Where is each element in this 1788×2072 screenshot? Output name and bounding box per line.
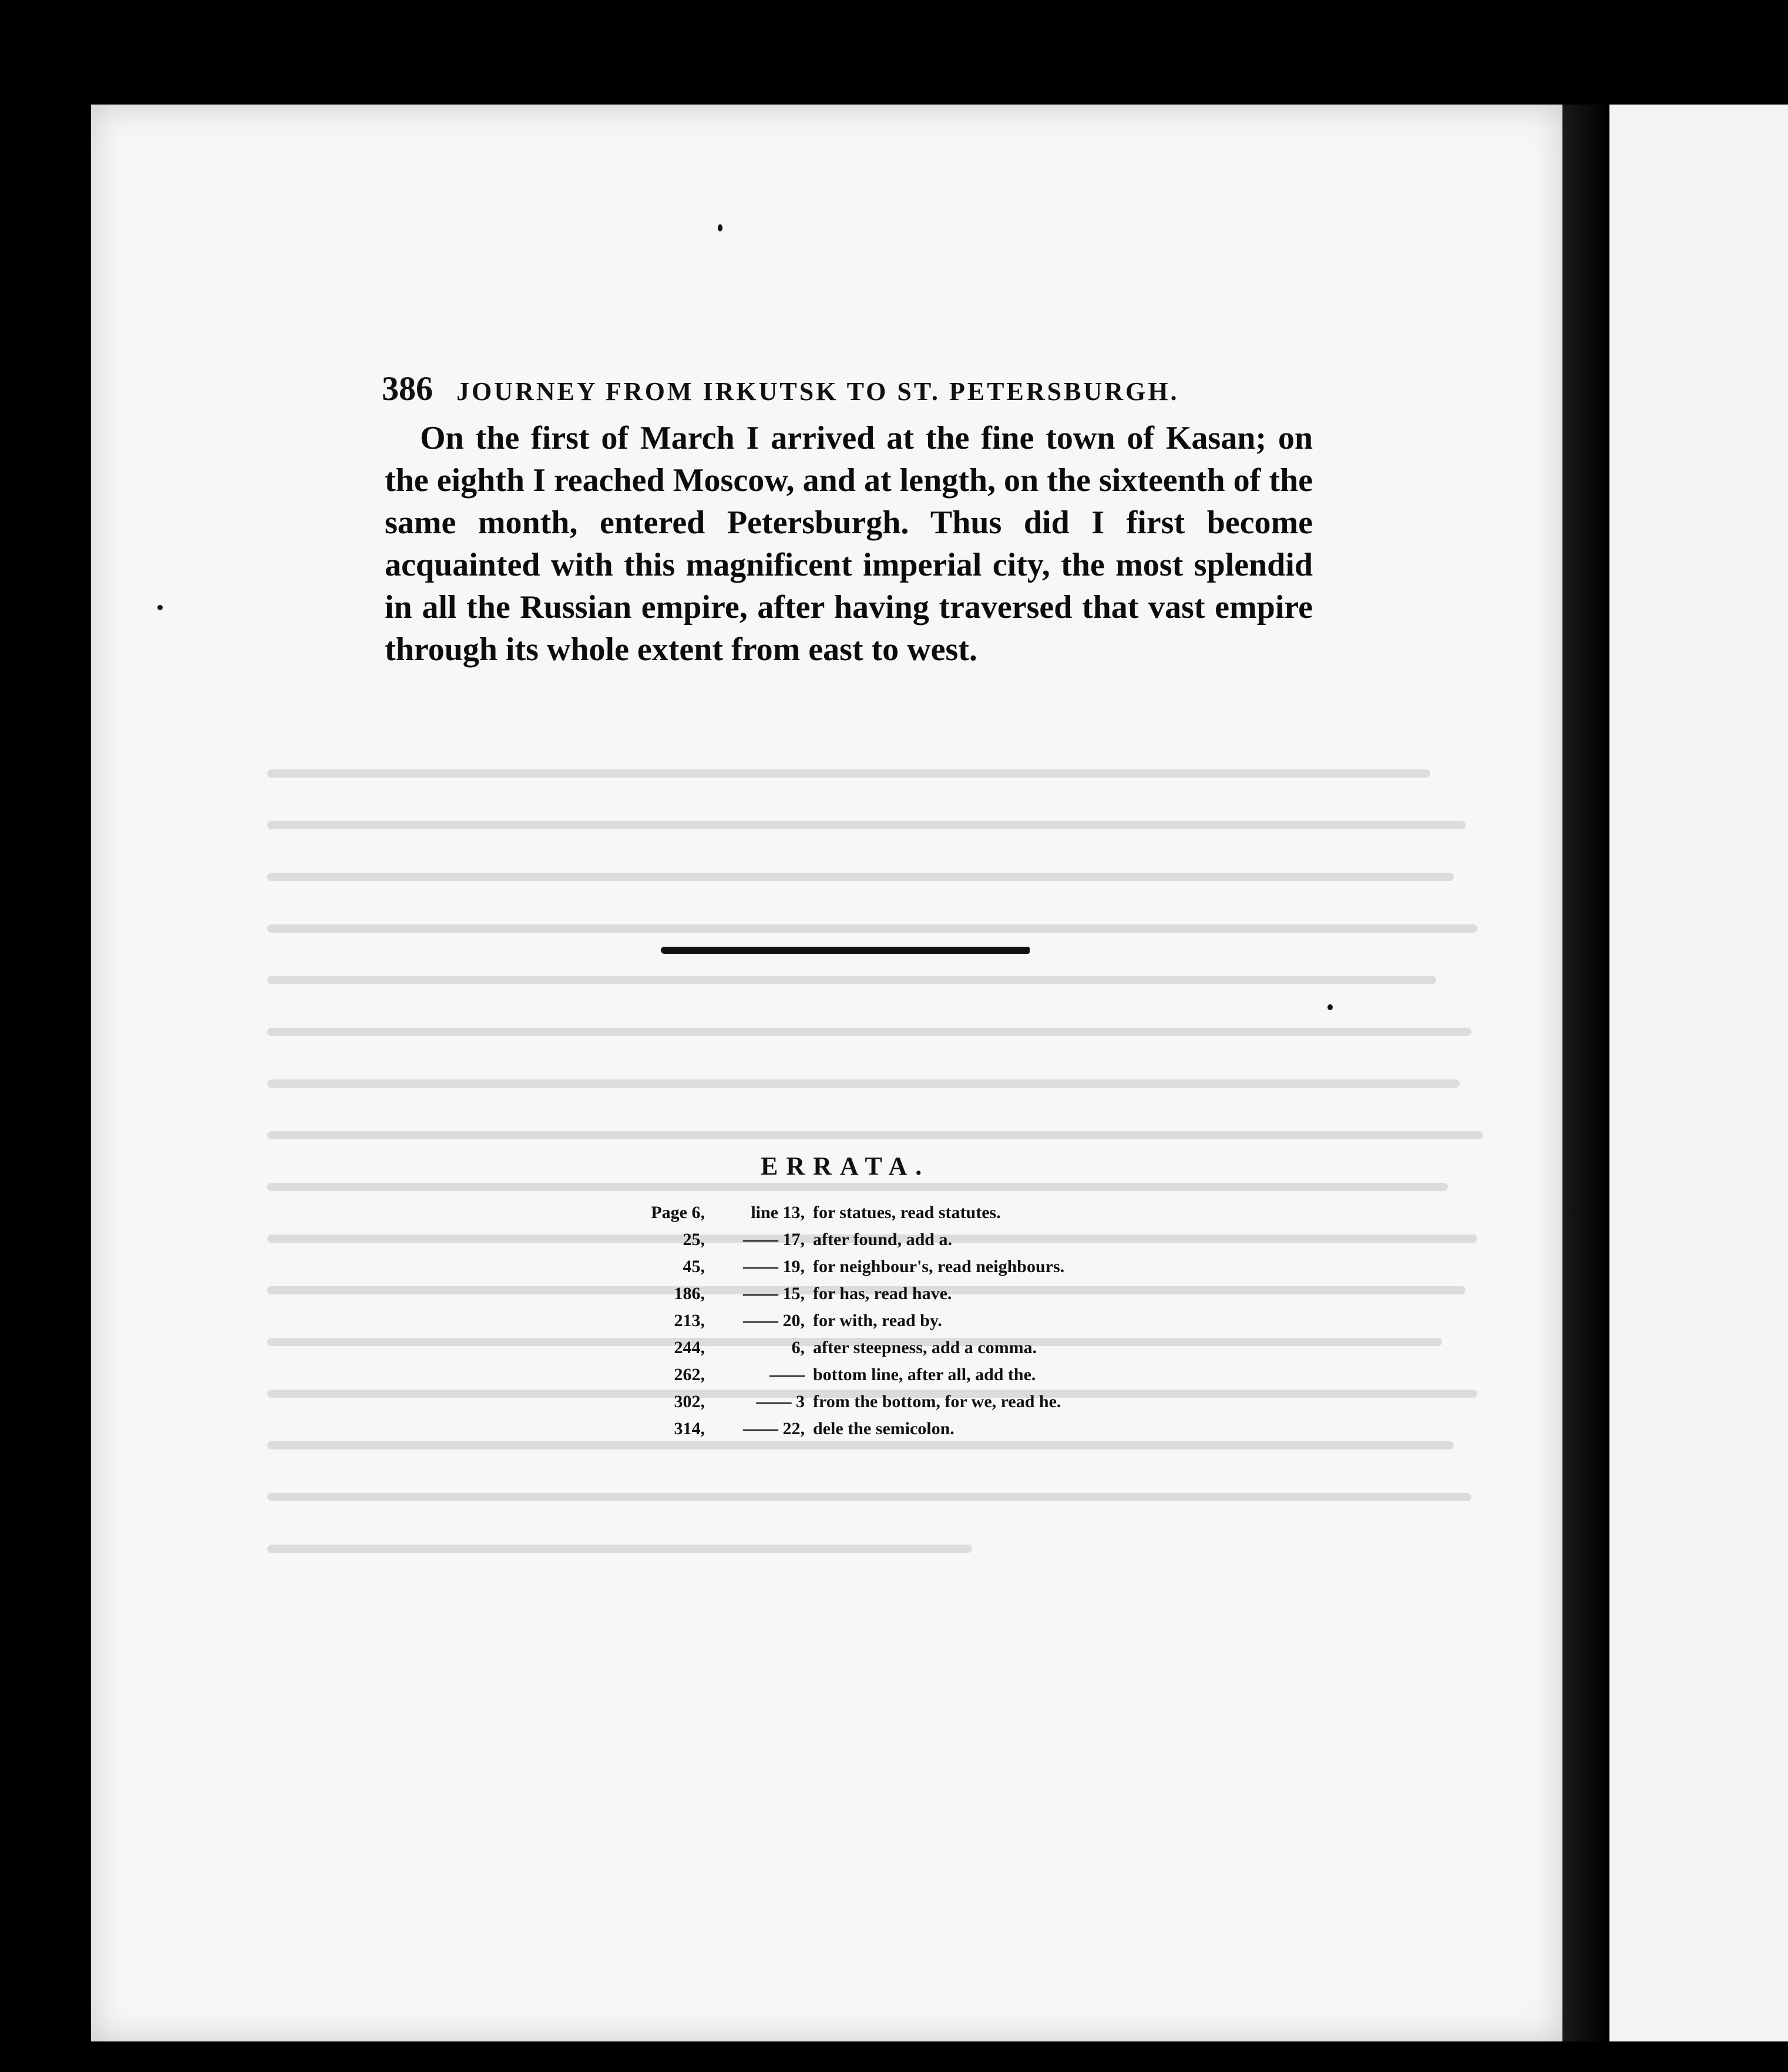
errata-line: —— [769,1365,805,1384]
errata-list [605,1203,1134,1446]
errata-line: —— 22, [743,1419,805,1438]
errata-entry [605,1419,1134,1446]
errata-entry [605,1392,1134,1419]
running-header [382,369,1239,408]
ink-speck [718,224,722,231]
facing-page-edge [1609,105,1788,2041]
errata-line: —— 17, [743,1230,805,1249]
ink-speck [1327,1004,1333,1010]
errata-line: line 13, [751,1203,805,1222]
errata-page: 186, [674,1284,705,1303]
errata-correction: after found, add a. [813,1230,952,1249]
section-rule [661,947,1030,954]
errata-line: —— 3 [756,1392,805,1411]
errata-page: Page 6, [651,1203,705,1222]
errata-entry [605,1365,1134,1392]
errata-entry [605,1257,1134,1284]
errata-correction: bottom line, after all, add the. [813,1365,1036,1384]
errata-entry [605,1230,1134,1257]
errata-page: 302, [674,1392,705,1411]
errata-page: 213, [674,1311,705,1330]
errata-correction: for neighbour's, read neighbours. [813,1257,1065,1276]
errata-correction: dele the semicolon. [813,1419,955,1438]
errata-entry [605,1284,1134,1311]
errata-page: 25, [683,1230,705,1249]
errata-page: 45, [683,1257,705,1276]
show-through-lines [267,758,1495,1639]
errata-line: —— 19, [743,1257,805,1276]
errata-entry [605,1203,1134,1230]
errata-correction: for has, read have. [813,1284,952,1303]
errata-page: 244, [674,1338,705,1357]
errata-line: —— 20, [743,1311,805,1330]
errata-correction: for with, read by. [813,1311,942,1330]
running-title: JOURNEY FROM IRKUTSK TO ST. PETERSBURGH. [456,377,1179,406]
errata-correction: for statues, read statutes. [813,1203,1001,1222]
gutter-shadow [1562,105,1609,2041]
errata-line: 6, [791,1338,805,1357]
errata-page: 262, [674,1365,705,1384]
ink-speck [157,605,163,610]
errata-page: 314, [674,1419,705,1438]
errata-entry [605,1338,1134,1365]
ink-speck [1573,1207,1579,1215]
errata-correction: after steepness, add a comma. [813,1338,1037,1357]
errata-line: —— 15, [743,1284,805,1303]
errata-correction: from the bottom, for we, read he. [813,1392,1061,1411]
errata-title: ERRATA. [761,1152,930,1180]
errata-entry [605,1311,1134,1338]
page-number: 386 [382,369,433,408]
body-paragraph: On the first of March I arrived at the fine town of Kasan; on the eighth I reached Moscow, and at length, on the sixteenth of the same month, entered Petersburgh. Thus did I first become acquainted with this magnificent imperial city, the most splendid in all the Russian empire, after having traversed that vast empire through its whole extent from east to west. [385,420,1313,668]
